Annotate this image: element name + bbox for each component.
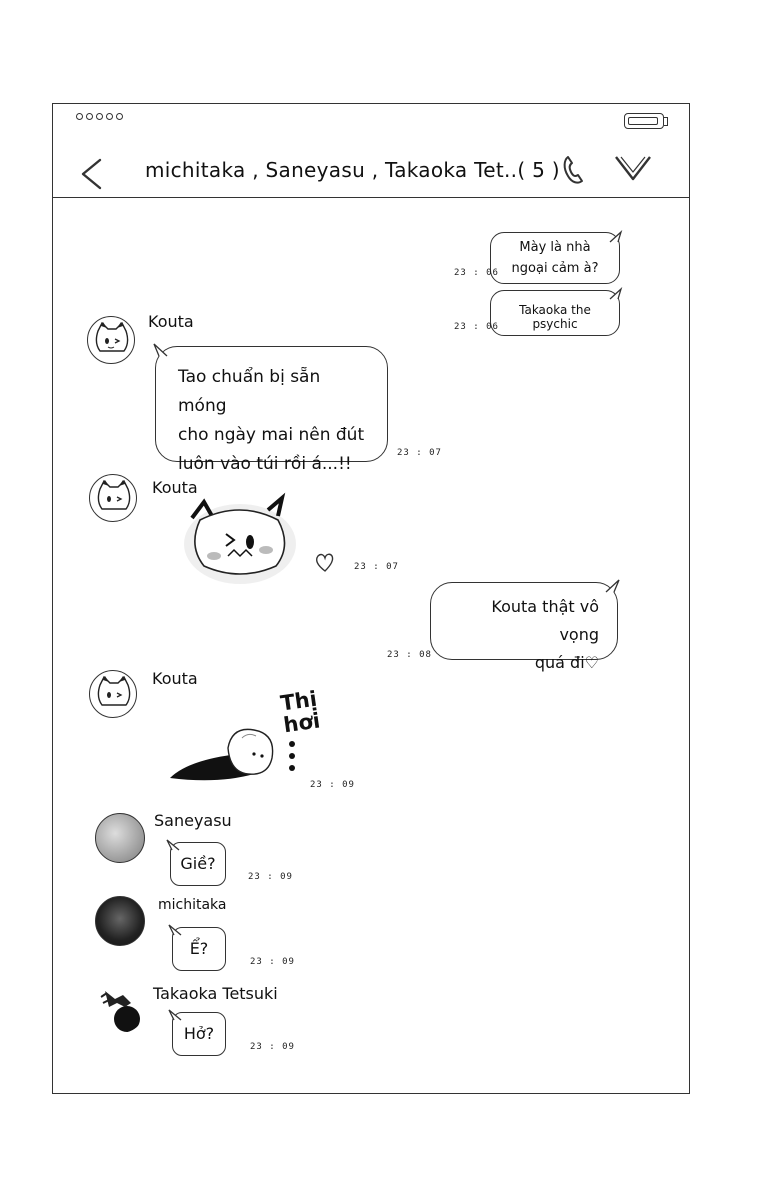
- battery-icon: [624, 113, 664, 129]
- ellipsis-dots: [286, 738, 298, 774]
- message-time: 23 : 06: [454, 322, 499, 332]
- bubble-tail: [151, 342, 169, 358]
- message-time: 23 : 07: [397, 448, 442, 458]
- message-bubble-outgoing: [490, 232, 620, 284]
- message-time: 23 : 08: [387, 650, 432, 660]
- avatar-michitaka[interactable]: [95, 896, 145, 946]
- message-text: Kouta thật vô vọng quá đi♡: [491, 597, 599, 672]
- sender-name: Saneyasu: [154, 811, 232, 830]
- collapsed-cat-sticker: [168, 718, 284, 788]
- bubble-tail: [165, 838, 181, 852]
- bubble-tail: [608, 287, 624, 301]
- cat-face-icon: [88, 317, 135, 364]
- message-text: Giề?: [180, 854, 216, 873]
- sender-name: michitaka: [158, 897, 227, 913]
- bubble-tail: [604, 578, 622, 594]
- chat-title: michitaka , Saneyasu , Takaoka Tet..( 5 ): [145, 158, 560, 182]
- bubble-tail: [167, 1008, 183, 1022]
- message-time: 23 : 09: [250, 1042, 295, 1052]
- message-bubble-outgoing: [430, 582, 618, 672]
- avatar-saneyasu[interactable]: [95, 813, 145, 863]
- avatar-takaoka[interactable]: [97, 985, 145, 1033]
- bubble-tail: [167, 923, 183, 937]
- sender-name: Kouta: [148, 312, 194, 331]
- sender-name: Takaoka Tetsuki: [153, 984, 278, 1003]
- silhouette-avatar-icon: [97, 985, 145, 1033]
- message-text: Hở?: [183, 1024, 215, 1043]
- chevron-down-icon[interactable]: [612, 152, 654, 184]
- avatar-kouta[interactable]: [89, 474, 137, 522]
- bubble-tail: [608, 230, 624, 244]
- message-time: 23 : 09: [248, 872, 293, 882]
- sticker-text: Thị hơi: [278, 686, 322, 738]
- message-text: Mày là nhà ngoại cảm à?: [511, 240, 599, 276]
- cat-face-icon: [90, 671, 137, 718]
- message-time: 23 : 06: [454, 268, 499, 278]
- sender-name: Kouta: [152, 669, 198, 688]
- cat-face-icon: [90, 475, 137, 522]
- message-time: 23 : 09: [310, 780, 355, 790]
- message-text: Ể?: [189, 939, 209, 958]
- message-text: Tao chuẩn bị sẵn móng cho ngày mai nên đút luôn vào túi rồi á...!!: [178, 367, 365, 474]
- message-bubble-outgoing: [490, 290, 620, 336]
- avatar-kouta[interactable]: [87, 316, 135, 364]
- message-text: Takaoka the psychic: [519, 303, 591, 331]
- cat-sticker-wink: [182, 490, 298, 586]
- sender-name: Kouta: [152, 478, 198, 497]
- message-time: 23 : 07: [354, 562, 399, 572]
- signal-indicator: [76, 113, 123, 120]
- message-time: 23 : 09: [250, 957, 295, 967]
- back-arrow-icon[interactable]: [78, 157, 106, 191]
- avatar-kouta[interactable]: [89, 670, 137, 718]
- phone-call-icon[interactable]: [562, 154, 586, 186]
- heart-icon: [313, 550, 337, 574]
- message-bubble-incoming: [155, 346, 388, 474]
- header-divider: [52, 197, 690, 198]
